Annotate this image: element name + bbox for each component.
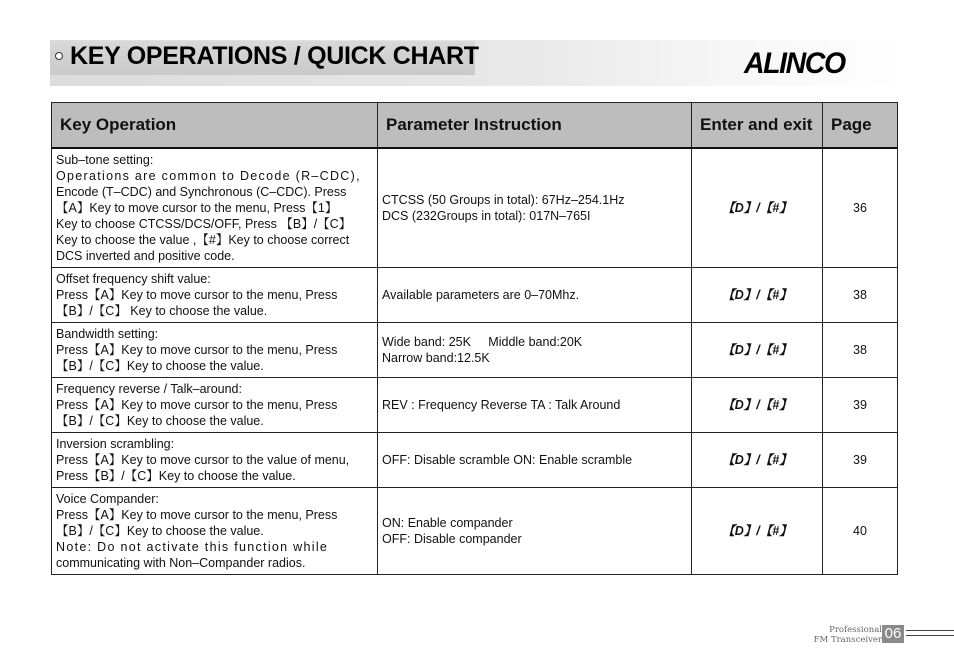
bullet-icon (55, 52, 63, 60)
table-row (52, 377, 898, 432)
key-operation-cell (52, 377, 378, 432)
table-row (52, 322, 898, 377)
page-title: KEY OPERATIONS / QUICK CHART (70, 42, 479, 70)
column-header-enter-and-exit: Enter and exit (692, 103, 823, 149)
parameter-cell (378, 148, 692, 267)
table-header-row (52, 103, 898, 149)
key-operation-cell (52, 322, 378, 377)
footer-professional: Professional (829, 625, 882, 635)
parameter-line: CTCSS (50 Groups in total): 67Hz–254.1Hz (382, 192, 625, 207)
operation-line: Press【A】Key to move cursor to the menu, Press (56, 507, 338, 522)
footer-rule (906, 635, 954, 636)
quick-chart-table (51, 102, 898, 575)
operation-line: Note: Do not activate this function while (56, 539, 329, 554)
operation-line: Operations are common to Decode (R–CDC), (56, 168, 361, 183)
page-number-badge: 06 (882, 625, 904, 643)
enter-exit-keys: 【D】/【#】 (692, 148, 823, 267)
table-row (52, 432, 898, 487)
column-header-parameter-instruction: Parameter Instruction (378, 103, 692, 149)
operation-line: Inversion scrambling: (56, 436, 175, 451)
parameter-cell (378, 267, 692, 322)
operation-line: Press【B】/【C】Key to choose the value. (56, 468, 296, 483)
operation-line: Press【A】Key to move cursor to the value of menu, (56, 452, 350, 467)
operation-line: 【B】/【C】 Key to choose the value. (56, 303, 268, 318)
enter-exit-keys: 【D】/【#】 (692, 432, 823, 487)
parameter-line: DCS (232Groups in total): 017N–765I (382, 208, 591, 223)
page-number-cell: 38 (823, 322, 898, 377)
parameter-line: Wide band: 25K Middle band:20K (382, 334, 583, 349)
operation-line: 【A】Key to move cursor to the menu, Press【1】 (56, 200, 338, 215)
operation-line: Sub–tone setting: (56, 152, 154, 167)
enter-exit-keys: 【D】/【#】 (692, 267, 823, 322)
parameter-line: OFF: Disable compander (382, 531, 522, 546)
operation-line: Frequency reverse / Talk–around: (56, 381, 242, 396)
key-operation-cell (52, 487, 378, 574)
operation-line: Bandwidth setting: (56, 326, 159, 341)
parameter-line: OFF: Disable scramble ON: Enable scramble (382, 452, 633, 467)
parameter-line: REV : Frequency Reverse TA : Talk Around (382, 397, 621, 412)
operation-line: Voice Compander: (56, 491, 159, 506)
column-header-page: Page (823, 103, 898, 149)
parameter-cell (378, 377, 692, 432)
page-number-cell: 39 (823, 432, 898, 487)
parameter-cell (378, 432, 692, 487)
brand-logo: ALINCO (744, 47, 845, 80)
operation-line: Offset frequency shift value: (56, 271, 211, 286)
page-number-cell: 40 (823, 487, 898, 574)
operation-line: Press【A】Key to move cursor to the menu, Press (56, 342, 338, 357)
table-row (52, 148, 898, 267)
page-number-cell: 36 (823, 148, 898, 267)
operation-line: Key to choose CTCSS/DCS/OFF, Press 【B】/【C】 (56, 216, 352, 231)
parameter-line: Narrow band:12.5K (382, 350, 490, 365)
parameter-cell (378, 487, 692, 574)
table-row (52, 487, 898, 574)
parameter-line: Available parameters are 0–70Mhz. (382, 287, 580, 302)
operation-line: 【B】/【C】Key to choose the value. (56, 358, 264, 373)
enter-exit-keys: 【D】/【#】 (692, 487, 823, 574)
parameter-line: ON: Enable compander (382, 515, 513, 530)
operation-line: communicating with Non–Compander radios. (56, 555, 306, 570)
column-header-key-operation: Key Operation (52, 103, 378, 149)
key-operation-cell (52, 148, 378, 267)
table-row (52, 267, 898, 322)
key-operation-cell (52, 267, 378, 322)
footer-rule (906, 630, 954, 631)
parameter-cell (378, 322, 692, 377)
page-number-cell: 38 (823, 267, 898, 322)
footer-fm-transceiver: FM Transceiver (813, 635, 882, 645)
operation-line: 【B】/【C】Key to choose the value. (56, 523, 264, 538)
operation-line: 【B】/【C】Key to choose the value. (56, 413, 264, 428)
key-operation-cell (52, 432, 378, 487)
operation-line: Press【A】Key to move cursor to the menu, Press (56, 397, 338, 412)
enter-exit-keys: 【D】/【#】 (692, 377, 823, 432)
operation-line: Encode (T–CDC) and Synchronous (C–CDC). Press (56, 184, 347, 199)
operation-line: Press【A】Key to move cursor to the menu, Press (56, 287, 338, 302)
operation-line: Key to choose the value ,【#】Key to choose correct (56, 232, 350, 247)
enter-exit-keys: 【D】/【#】 (692, 322, 823, 377)
operation-line: DCS inverted and positive code. (56, 248, 235, 263)
page-number-cell: 39 (823, 377, 898, 432)
